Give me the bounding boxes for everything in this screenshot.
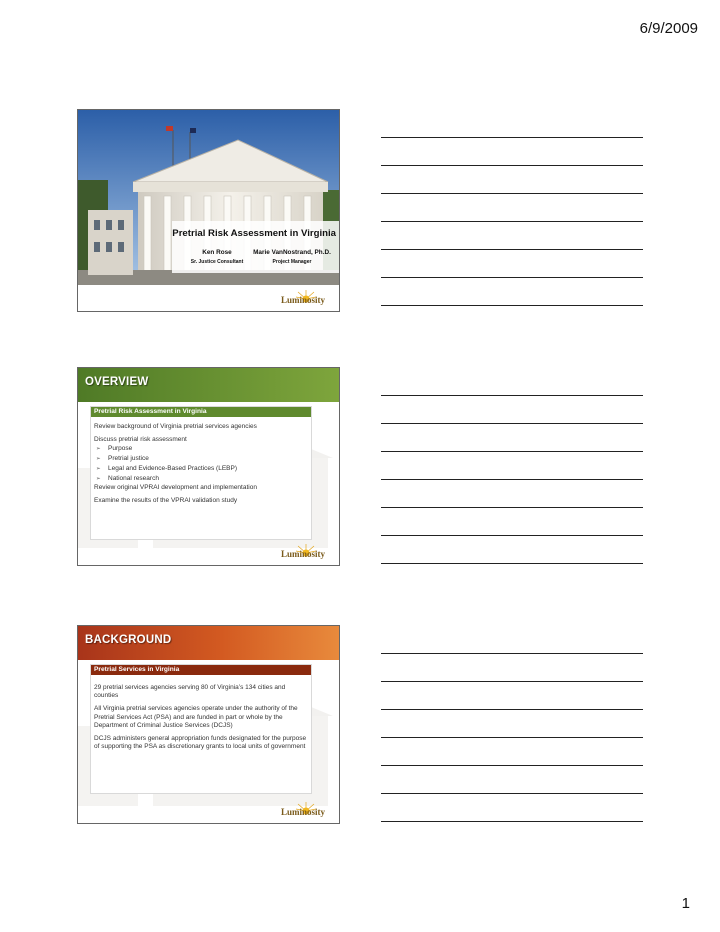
note-line bbox=[381, 737, 643, 738]
note-line bbox=[381, 305, 643, 306]
sub-bullet: ➢ Legal and Evidence-Based Practices (LEBP) bbox=[108, 465, 308, 473]
svg-text:Luminosity: Luminosity bbox=[280, 549, 326, 559]
note-line bbox=[381, 765, 643, 766]
note-line bbox=[381, 821, 643, 822]
note-line bbox=[381, 681, 643, 682]
presenter-1 bbox=[177, 249, 257, 265]
presenter-name: Ken Rose bbox=[202, 249, 232, 256]
slide-background bbox=[77, 625, 340, 824]
note-line bbox=[381, 563, 643, 564]
note-line bbox=[381, 221, 643, 222]
bullet: Review background of Virginia pretrial services agencies bbox=[94, 423, 257, 430]
slide-header-bar bbox=[78, 626, 339, 660]
note-line bbox=[381, 451, 643, 452]
note-line bbox=[381, 793, 643, 794]
note-line bbox=[381, 249, 643, 250]
bullet: Discuss pretrial risk assessment bbox=[94, 436, 187, 444]
note-line bbox=[381, 507, 643, 508]
note-line bbox=[381, 653, 643, 654]
presenter-name: Marie VanNostrand, Ph.D. bbox=[253, 249, 331, 256]
slide-title bbox=[77, 109, 340, 312]
note-line bbox=[381, 137, 643, 138]
sub-bullet: ➢ Purpose bbox=[108, 445, 308, 453]
page-number: 1 bbox=[681, 895, 690, 912]
title-panel bbox=[172, 221, 339, 273]
content-box bbox=[90, 406, 312, 540]
note-line bbox=[381, 535, 643, 536]
note-line bbox=[381, 165, 643, 166]
bullet: Review original VPRAI development and implementation bbox=[94, 484, 257, 492]
note-line bbox=[381, 395, 643, 396]
slide-header-bar bbox=[78, 368, 339, 402]
bullet: Examine the results of the VPRAI validation study bbox=[94, 497, 238, 505]
bullet: DCJS administers general appropriation funds designated for the purpose of supporting the PSA as discretionary grants to local units of government bbox=[94, 735, 307, 751]
note-line bbox=[381, 709, 643, 710]
bullet: 29 pretrial services agencies serving 80 of Virginia’s 134 cities and counties bbox=[94, 684, 286, 700]
note-line bbox=[381, 423, 643, 424]
luminosity-logo bbox=[270, 290, 336, 308]
luminosity-logo bbox=[270, 544, 336, 562]
note-line bbox=[381, 479, 643, 480]
content-box bbox=[90, 664, 312, 794]
content-subheading: Pretrial Services in Virginia bbox=[91, 665, 311, 675]
sub-bullet: ➢ Pretrial justice bbox=[108, 455, 308, 463]
luminosity-logo bbox=[270, 802, 336, 820]
content-subheading: Pretrial Risk Assessment in Virginia bbox=[91, 407, 311, 417]
svg-text:Luminosity: Luminosity bbox=[280, 295, 326, 305]
slide-heading: BACKGROUND bbox=[85, 634, 172, 646]
sub-bullet: ➢ National research bbox=[108, 475, 308, 483]
presenter-2 bbox=[252, 249, 332, 265]
note-line bbox=[381, 193, 643, 194]
note-line bbox=[381, 277, 643, 278]
presenter-role: Project Manager bbox=[272, 259, 312, 265]
slide-overview bbox=[77, 367, 340, 566]
svg-text:Luminosity: Luminosity bbox=[280, 807, 326, 817]
slide-heading: OVERVIEW bbox=[85, 376, 149, 388]
page-date: 6/9/2009 bbox=[639, 20, 698, 37]
slide-title-text: Pretrial Risk Assessment in Virginia bbox=[172, 228, 336, 239]
presenter-role: Sr. Justice Consultant bbox=[190, 259, 244, 265]
bullet: All Virginia pretrial services agencies operate under the authority of the Pretrial Services Act (PSA) and are funded in part or whole by the Department of Criminal Justice Services (DCJS) bbox=[94, 705, 298, 729]
